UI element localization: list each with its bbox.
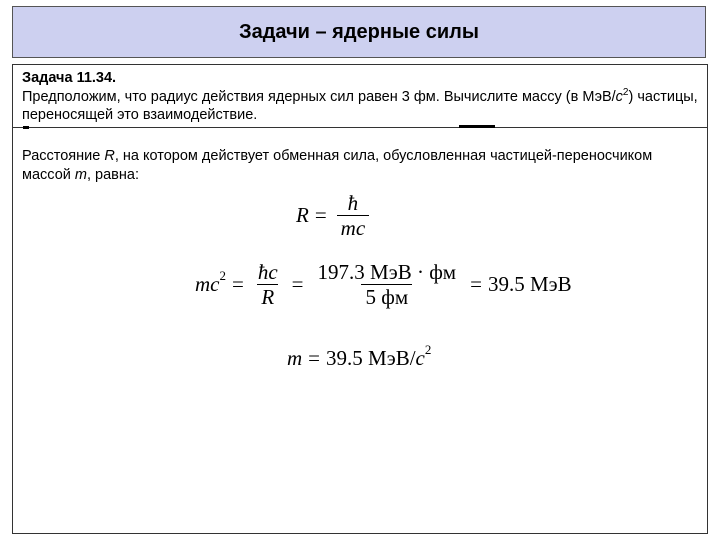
formula2-eq2: = (291, 272, 304, 296)
solution-var-r: R (104, 148, 115, 164)
section-divider (13, 127, 707, 128)
problem-statement (22, 69, 704, 125)
formula1-eq: = (314, 203, 327, 227)
content-panel (12, 64, 708, 534)
formula3-rhs-sup: 2 (424, 341, 432, 357)
problem-text-start: Предположим, что радиус действия ядерных сил равен 3 фм. Вычислите массу (в МэВ/ (22, 88, 616, 105)
formula2-frac1-num: ħc (257, 260, 278, 284)
solution-var-m: m (74, 166, 87, 183)
formula2-frac2-num: 197.3 МэВ · фм (317, 260, 457, 284)
formula1-den: mc (337, 215, 370, 240)
formula-mass (287, 341, 432, 371)
page-title: Задачи – ядерные силы (239, 20, 479, 43)
formula2-frac1-den: R (257, 284, 278, 309)
formula1-lhs: R (296, 203, 309, 227)
solution-text (22, 147, 704, 184)
formula-energy (195, 260, 572, 309)
divider-mark-mid (459, 125, 495, 128)
formula3-eq: = (308, 346, 321, 370)
formula2-fraction1 (254, 260, 282, 309)
formula2-fraction2 (314, 260, 461, 309)
formula2-eq1: = (232, 272, 244, 296)
formula3-lhs: m (287, 346, 303, 370)
formula1-fraction (337, 191, 370, 240)
problem-text-c: c (615, 88, 623, 105)
problem-text-end: ) частицы, переносящей это взаимодействие. (22, 88, 698, 123)
problem-text-sup: 2 (622, 86, 629, 98)
formula3-rhs: 39.5 МэВ/ (326, 346, 416, 370)
solution-part3: , равна: (86, 166, 139, 183)
formula2-frac2-den: 5 фм (361, 284, 412, 309)
formula3-rhs-c: c (415, 346, 425, 370)
solution-part2: , на котором действует обменная сила, обусловленная частицей-переносчиком массой (22, 148, 653, 183)
problem-number: Задача 11.34. (22, 70, 117, 86)
formula2-lhs: mc (195, 272, 220, 296)
formula2-result: 39.5 МэВ (487, 272, 572, 296)
problem-text (22, 88, 704, 125)
formula2-eq3: = (470, 272, 482, 296)
formula-range (296, 191, 373, 240)
formula2-lhs-sup: 2 (219, 267, 226, 283)
title-bar (12, 6, 706, 58)
solution-part1: Расстояние (22, 148, 105, 164)
divider-mark-left (23, 126, 29, 129)
formula1-num: ħ (347, 191, 359, 215)
